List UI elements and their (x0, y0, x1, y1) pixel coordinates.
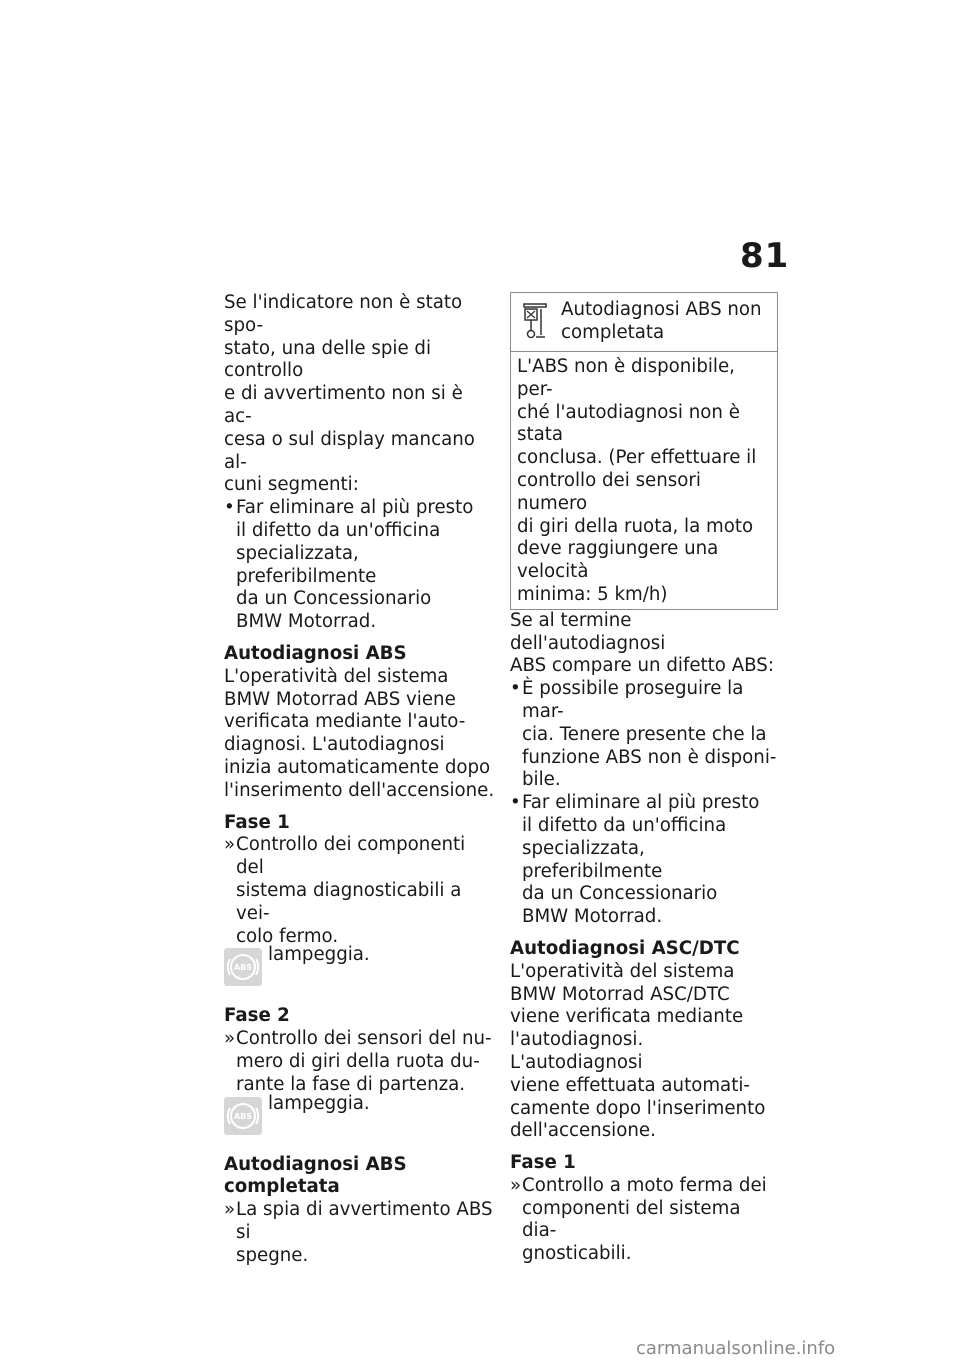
text-line: L'operatività del sistema (510, 960, 735, 982)
blink-text: lampeggia. (268, 944, 370, 966)
text-line: l'autodiagnosi. L'autodiagnosi (510, 1029, 644, 1073)
watermark: carmanualsonline.info (636, 1338, 836, 1359)
text-line: completata (561, 321, 665, 343)
bullet-marker: • (510, 792, 521, 814)
text-line: specializzata, preferibilmente (522, 837, 663, 882)
warning-box (510, 292, 778, 610)
text-line: mero di giri della ruota du- (236, 1050, 480, 1072)
text-line: BMW Motorrad. (522, 906, 663, 928)
step-marker: » (224, 1199, 236, 1221)
intro-paragraph (224, 292, 496, 497)
text-line: BMW Motorrad. (236, 611, 377, 633)
text-line: deve raggiungere una velocità (517, 538, 719, 583)
text-line: cia. Tenere presente che la (522, 723, 767, 745)
page-number: 81 (740, 236, 790, 276)
text-line: cesa o sul display mancano al- (224, 428, 475, 473)
text-line: colo fermo. (236, 925, 339, 947)
warning-box-body (511, 352, 777, 609)
text-line: spegne. (236, 1244, 309, 1266)
list-item (224, 497, 496, 634)
text-line: ABS compare un difetto ABS: (510, 655, 774, 677)
step-item (510, 1175, 778, 1266)
text-line: camente dopo l'inserimento (510, 1097, 766, 1119)
text-line: BMW Motorrad ABS viene (224, 688, 456, 710)
tool-wrench-icon (523, 303, 547, 346)
warning-box-title (561, 299, 773, 345)
text-line: L'operatività del sistema (224, 665, 449, 687)
text-line: da un Concessionario (236, 588, 432, 610)
text-line: L'ABS non è disponibile, per- (517, 356, 735, 400)
abs-warning-icon (224, 1097, 262, 1135)
list-item (510, 678, 778, 792)
step-item (224, 834, 496, 948)
abs-warning-icon (224, 948, 262, 986)
text-line: specializzata, preferibilmente (236, 542, 377, 587)
text-line: viene verificata mediante (510, 1006, 744, 1028)
text-line: minima: 5 km/h) (517, 583, 668, 605)
text-line: gnosticabili. (522, 1243, 632, 1265)
text-line: Controllo a moto ferma dei (522, 1174, 767, 1196)
text-line: diagnosi. L'autodiagnosi (224, 734, 445, 756)
text-line: dell'accensione. (510, 1120, 656, 1142)
step-heading: Fase 2 (224, 1005, 290, 1027)
text-line: funzione ABS non è disponi- (522, 746, 777, 768)
text-line: Far eliminare al più presto (522, 792, 760, 814)
text-line: sistema diagnosticabili a vei- (236, 879, 462, 924)
svg-text:ABS: ABS (233, 1111, 253, 1121)
step-marker: » (224, 1028, 236, 1050)
text-line: stato, una delle spie di controllo (224, 337, 432, 382)
text-line: Controllo dei componenti del (236, 834, 466, 879)
text-line: Far eliminare al più presto (236, 497, 474, 519)
step-marker: » (224, 834, 236, 856)
step-marker: » (510, 1174, 522, 1196)
paragraph (510, 961, 778, 1143)
text-line: componenti del sistema dia- (522, 1197, 741, 1242)
text-line: Autodiagnosi ABS non (561, 299, 762, 320)
text-line: cuni segmenti: (224, 474, 359, 496)
step-heading: Fase 1 (224, 811, 290, 833)
abs-blink-line (224, 1092, 496, 1145)
text-line: viene effettuata automati- (510, 1074, 750, 1096)
text-line: BMW Motorrad ASC/DTC (510, 983, 730, 1005)
step-item (224, 1199, 496, 1267)
text-line: di giri della ruota, la moto (517, 515, 754, 537)
text-line: ché l'autodiagnosi non è stata (517, 401, 740, 446)
text-line: l'inserimento dell'accensione. (224, 779, 495, 801)
bullet-marker: • (510, 678, 521, 700)
text-line: inizia automaticamente dopo (224, 756, 491, 778)
paragraph (224, 666, 496, 803)
svg-text:ABS: ABS (233, 963, 253, 973)
text-line: Se al termine dell'autodiagnosi (510, 609, 666, 654)
text-line: il difetto da un'officina (522, 814, 727, 836)
warning-box-header (511, 293, 777, 352)
left-column (224, 292, 496, 1267)
step-heading: Fase 1 (510, 1152, 576, 1174)
section-heading: Autodiagnosi ABS (224, 642, 407, 664)
text-line: La spia di avvertimento ABS si (236, 1199, 493, 1243)
text-line: Controllo dei sensori del nu- (236, 1028, 492, 1050)
text-line: da un Concessionario (522, 883, 718, 905)
blink-text: lampeggia. (268, 1092, 370, 1114)
step-item (224, 1028, 496, 1096)
text-line: rante la fase di partenza. (236, 1073, 466, 1095)
abs-blink-line (224, 944, 496, 996)
bullet-marker: • (224, 497, 235, 519)
text-line: Se l'indicatore non è stato spo- (224, 292, 463, 336)
section-heading: Autodiagnosi ABS completata (224, 1153, 407, 1198)
list-item (510, 792, 778, 929)
text-line: conclusa. (Per effettuare il (517, 447, 757, 469)
text-line: bile. (522, 769, 561, 791)
section-heading: Autodiagnosi ASC/DTC (510, 937, 740, 959)
text-line: il difetto da un'officina (236, 519, 441, 541)
right-column (510, 292, 778, 1266)
text-line: e di avvertimento non si è ac- (224, 383, 463, 427)
paragraph (510, 610, 778, 678)
text-line: controllo dei sensori numero (517, 469, 701, 514)
text-line: verificata mediante l'auto- (224, 711, 466, 733)
text-line: È possibile proseguire la mar- (522, 678, 744, 722)
